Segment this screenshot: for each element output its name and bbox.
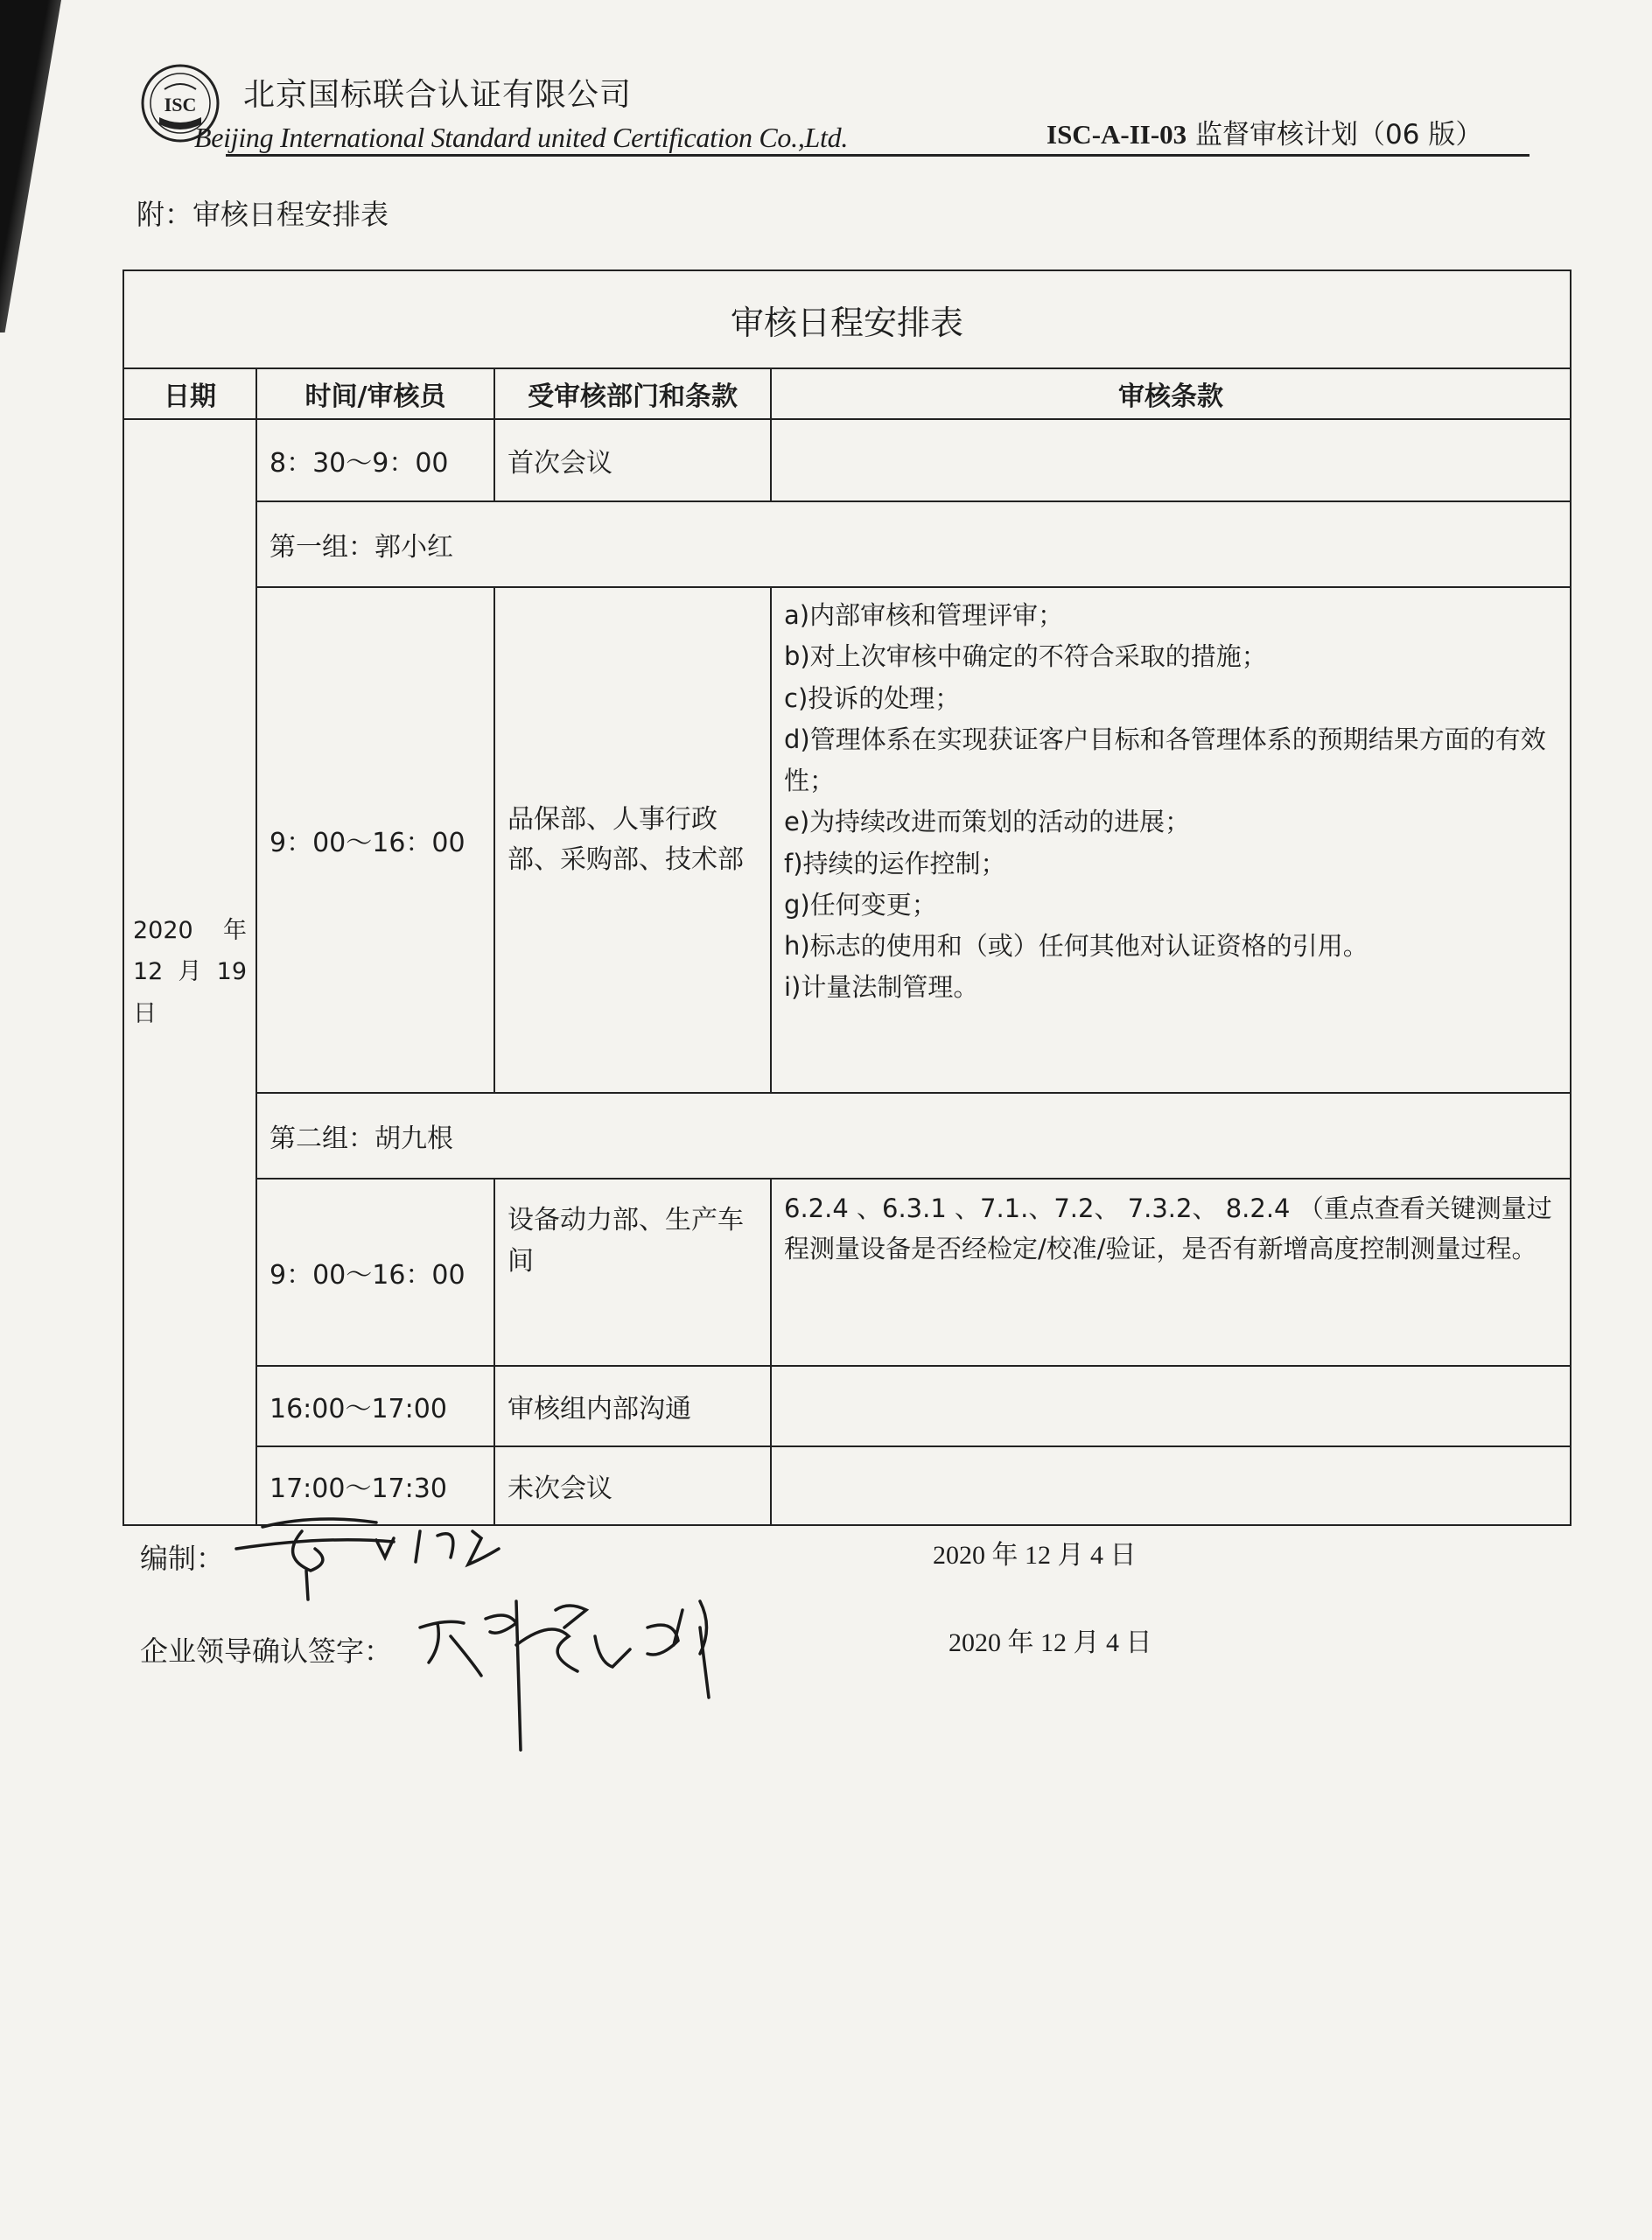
opening-dept: 首次会议 bbox=[494, 419, 771, 501]
document-code-id: ISC-A-II-03 bbox=[1046, 119, 1187, 150]
header-time: 时间/审核员 bbox=[256, 368, 494, 419]
header-rule bbox=[226, 154, 1530, 157]
scan-edge-shadow bbox=[0, 0, 61, 332]
company-name-en: Beijing International Standard united Certification Co.,Ltd. bbox=[194, 122, 849, 153]
opening-time: 8：30～9：00 bbox=[256, 419, 494, 501]
attachment-label: 附：审核日程安排表 bbox=[136, 198, 389, 231]
clause-item: d)管理体系在实现获证客户目标和各管理体系的预期结果方面的有效性； bbox=[784, 724, 1546, 796]
confirm-signature bbox=[411, 1575, 744, 1776]
closing-clause bbox=[771, 1446, 1571, 1525]
clause-item: f)持续的运作控制； bbox=[784, 848, 1006, 878]
confirm-label: 企业领导确认签字： bbox=[140, 1634, 393, 1668]
group1-dept: 品保部、人事行政部、采购部、技术部 bbox=[494, 587, 771, 1093]
clause-item: g)任何变更； bbox=[784, 889, 937, 920]
internal-time: 16:00～17:00 bbox=[256, 1366, 494, 1446]
group1-label: 第一组：郭小红 bbox=[256, 501, 1571, 587]
svg-text:ISC: ISC bbox=[164, 94, 197, 116]
document-code-title: 监督审核计划（06 版） bbox=[1195, 119, 1483, 150]
closing-dept: 未次会议 bbox=[494, 1446, 771, 1525]
prepared-date: 2020 年 12 月 4 日 bbox=[933, 1541, 1137, 1570]
company-name-cn: 北京国标联合认证有限公司 bbox=[243, 77, 633, 113]
header-clause: 审核条款 bbox=[771, 368, 1571, 419]
group2-clauses: 6.2.4 、6.3.1 、7.1.、7.2、 7.3.2、 8.2.4 （重点查看关键测量过程测量设备是否经检定/校准/验证，是否有新增高度控制测量过程。 bbox=[771, 1179, 1571, 1366]
prepared-label: 编制： bbox=[140, 1542, 225, 1575]
document-code bbox=[1046, 112, 1482, 151]
group2-dept: 设备动力部、生产车间 bbox=[494, 1179, 771, 1366]
schedule-date: 2020 年 12 月 19 日 bbox=[123, 419, 256, 1525]
closing-time: 17:00～17:30 bbox=[256, 1446, 494, 1525]
clause-item: a)内部审核和管理评审； bbox=[784, 600, 1064, 630]
group2-label: 第二组：胡九根 bbox=[256, 1093, 1571, 1179]
clause-item: e)为持续改进而策划的活动的进展； bbox=[784, 807, 1191, 837]
audit-schedule-table bbox=[122, 270, 1572, 1526]
clause-item: c)投诉的处理； bbox=[784, 682, 961, 713]
table-title: 审核日程安排表 bbox=[123, 270, 1571, 368]
clause-item: h)标志的使用和（或）任何其他对认证资格的引用。 bbox=[784, 931, 1368, 962]
internal-clause bbox=[771, 1366, 1571, 1446]
header-date: 日期 bbox=[123, 368, 256, 419]
confirm-date: 2020 年 12 月 4 日 bbox=[948, 1628, 1152, 1657]
clause-item: b)对上次审核中确定的不符合采取的措施； bbox=[784, 641, 1267, 672]
group1-time: 9：00～16：00 bbox=[256, 587, 494, 1093]
header-dept: 受审核部门和条款 bbox=[494, 368, 771, 419]
group2-time: 9：00～16：00 bbox=[256, 1179, 494, 1366]
clause-item: i)计量法制管理。 bbox=[784, 972, 979, 1003]
opening-clause bbox=[771, 419, 1571, 501]
internal-dept: 审核组内部沟通 bbox=[494, 1366, 771, 1446]
group1-clauses bbox=[771, 587, 1571, 1093]
